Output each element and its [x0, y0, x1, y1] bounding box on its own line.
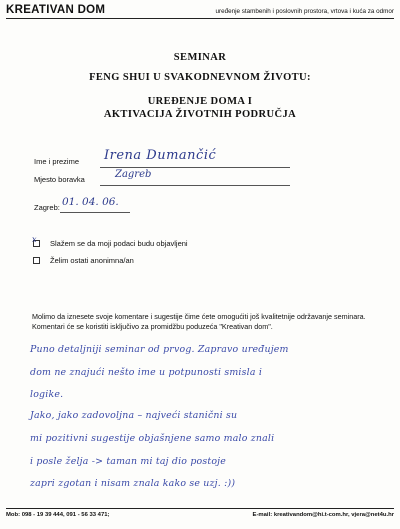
residence-label: Mjesto boravka	[34, 175, 85, 184]
brand-name: KREATIVAN DOM	[6, 4, 106, 16]
letterhead	[6, 0, 394, 19]
footer-email-1[interactable]: kreativandom@hi.t-com.hr,	[273, 512, 350, 518]
comment-line-2: dom ne znajući nešto ime u potpunosti smisla i	[30, 367, 263, 378]
seminar-topic: FENG SHUI U SVAKODNEVNOM ŽIVOTU:	[89, 72, 311, 83]
name-line	[100, 167, 290, 168]
publish-consent-label: Slažem se da moji podaci budu objavljeni	[50, 239, 188, 248]
anonymous-checkbox[interactable]	[33, 257, 40, 264]
comment-line-7: zapri zgotan i nisam znala kako se uzj. :))	[30, 478, 236, 489]
name-label: Ime i prezime	[34, 157, 80, 166]
date-line	[60, 212, 130, 213]
footer-phones: Mob: 098 - 19 39 444, 091 - 56 33 471;	[6, 512, 110, 518]
feedback-request: Molimo da iznesete svoje komentare i sugestije čime ćete omogućiti još kvalitetnije održavanje seminara. Komentari će se koristiti isključivo za promidžbu poduzeća "Kreativan dom".	[32, 312, 366, 331]
seminar-heading: SEMINAR	[173, 52, 227, 63]
comment-line-1: Puno detaljniji seminar od prvog. Zapravo uređujem	[30, 344, 289, 355]
footer-divider	[6, 508, 394, 509]
date-field[interactable]: 01. 04. 06.	[62, 196, 119, 208]
name-field[interactable]: Irena Dumančić	[104, 148, 217, 163]
date-label: Zagreb:	[34, 203, 60, 212]
footer-emails	[253, 512, 394, 518]
anonymous-label: Želim ostati anonimna/an	[50, 256, 134, 265]
footer-email-2[interactable]: vjera@net4u.hr	[351, 512, 394, 518]
publish-checkmark: x	[32, 235, 37, 244]
comment-line-5: mi pozitivni sugestije objašnjene samo malo znali	[30, 433, 275, 444]
residence-line	[100, 185, 290, 186]
seminar-subtitle	[0, 95, 400, 121]
comment-line-3: logike.	[30, 389, 64, 400]
comment-line-4: Jako, jako zadovoljna – najveći stanični su	[30, 410, 238, 421]
brand-tagline: uređenje stambenih i poslovnih prostora, vrtova i kuća za odmor	[215, 8, 394, 15]
footer	[6, 512, 394, 518]
comment-line-6: i posle želja -> taman mi taj dio postoje	[30, 456, 227, 467]
subtitle-line-1: UREĐENJE DOMA I	[147, 96, 253, 107]
subtitle-line-2: AKTIVACIJA ŽIVOTNIH PODRUČJA	[103, 109, 297, 120]
footer-email-label: E-mail:	[252, 512, 273, 518]
residence-field[interactable]: Zagreb	[115, 169, 152, 180]
